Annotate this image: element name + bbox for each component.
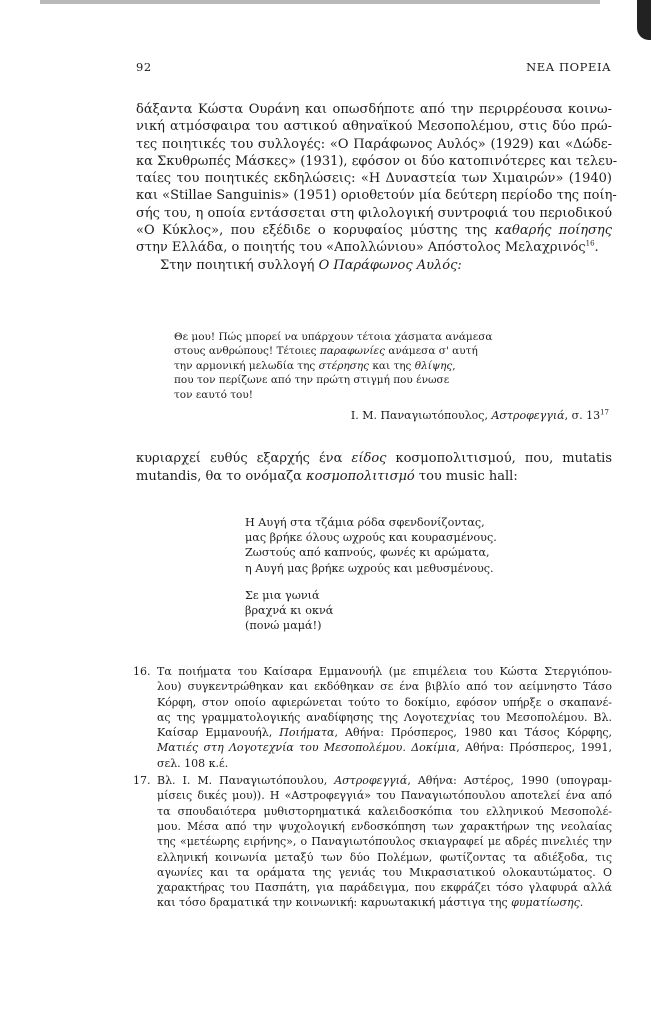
footnote-number: 17.	[133, 774, 151, 788]
poem-stanza-1	[245, 515, 497, 576]
poem-line: η Αυγή μας βρήκε ωχρούς και μεθυσμένους.	[245, 561, 494, 575]
footnote-line: σελ. 108 κ.έ.	[157, 756, 229, 770]
italic-text: θλίψης	[414, 359, 453, 372]
footnote-line: τα σπουδαιότερα μυθιστορηματικά καλειδοσκόπια του ελληνικού Μεσοπολέ-	[157, 804, 612, 818]
poem-excerpt	[245, 515, 497, 633]
text-run: και τόσο δραματικά την κοινωνική: καρυωτακική μάστιγα της	[157, 896, 512, 910]
footnote-ref-17[interactable]: 17	[600, 408, 609, 417]
page-corner-shadow	[637, 0, 651, 40]
text-run: , Αθήνα: Πρόσπερος, 1980 και Τάσος Κόρφης,	[334, 726, 612, 740]
page-top-edge	[40, 0, 600, 4]
footnote-line: Κόρφη, στον οποίο αφιερώνεται τούτο το δοκίμιο, εφόσον υπήρξε ο σκαπανέ-	[157, 695, 612, 709]
text-run: στην Ελλάδα, ο ποιητής του «Απολλώνιου» Απόστολος Μελαχρινός	[136, 240, 586, 256]
text-line	[136, 222, 612, 239]
quote-line: τον εαυτό του!	[174, 388, 253, 401]
footnote-line: μίσεις δικές μου)). Η «Αστροφεγγιά» του Παναγιωτόπουλου αποτελεί ένα από	[157, 789, 612, 803]
text-run: κυριαρχεί ευθύς εξαρχής ένα	[136, 451, 352, 466]
footnote-17	[133, 773, 612, 911]
poem-line: βραχνά κι οκνά	[245, 604, 334, 618]
footnote-line: ελληνική κοινωνία μεταξύ των δύο Πολέμων, φωτίζοντας τα αδιέξοδα, τις	[157, 850, 612, 864]
text-run: «Ο Κύκλος», που εξέδιδε ο κορυφαίος μύστης της	[136, 223, 495, 239]
footnote-line: ας της γραμματολογικής αναδίφησης της Λογοτεχνίας του Μεσοπολέμου. Βλ.	[157, 710, 612, 724]
footnote-line: αγωνίες και τα οράματα της γενιάς του Μικρασιατικού ολοκαυτώματος. Ο	[157, 865, 612, 879]
footnote-16	[133, 664, 612, 771]
text-run: ανάμεσα σ' αυτή	[385, 345, 478, 358]
footnote-number: 16.	[133, 665, 151, 678]
poem-line: μας βρήκε όλους ωχρούς και κουρασμένους.	[245, 531, 497, 545]
text-run: την αρμονική μελωδία της	[174, 359, 319, 372]
italic-text: στέρησης	[318, 359, 370, 372]
footnote-line: χαρακτήρας του Πασπάτη, για παράδειγμα, που εκφράζει τόσο γλαφυρά αλλά	[157, 881, 612, 895]
italic-text: καθαρής ποίησης	[494, 223, 612, 239]
text-line	[136, 468, 612, 486]
citation-title: Αστροφεγγιά	[491, 409, 565, 422]
text-run: Καίσαρ Εμμανουήλ,	[157, 726, 280, 740]
block-quote	[174, 330, 492, 402]
text-run: , Αθήνα: Αστέρος, 1990 (υπογραμ-	[407, 774, 612, 788]
text-line	[136, 257, 612, 274]
text-run: και της	[369, 359, 415, 372]
text-line	[136, 239, 612, 256]
italic-text: παραφωνίες	[319, 345, 386, 358]
italic-text: φυματίωσης	[511, 896, 580, 910]
text-run: του music hall:	[414, 469, 518, 484]
text-run: Στην ποιητική συλλογή	[160, 257, 319, 273]
paragraph-2	[136, 450, 612, 486]
footnote-line: Τα ποιήματα του Καίσαρα Εμμανουήλ (με επιμέλεια του Κώστα Στεργιόπου-	[157, 665, 612, 678]
paragraph-1	[136, 101, 618, 274]
italic-text: Ο Παράφωνος Αυλός:	[318, 257, 462, 273]
text-line: σής του, η οποία εντάσσεται στη φιλολογική συντροφιά του περιοδικού	[136, 205, 612, 221]
footnotes	[133, 664, 612, 911]
text-line: νική ατμόσφαιρα του αστικού αθηναϊκού Μεσοπολέμου, στις δύο πρώ-	[136, 119, 612, 135]
text-line: τες ποιητικές του συλλογές: «Ο Παράφωνος Αυλός» (1929) και «Δώδε-	[136, 136, 612, 152]
text-line: και «Stillae Sanguinis» (1951) οριοθετούν μία δεύτερη περίοδο της ποίη-	[136, 188, 617, 204]
footnote-line	[157, 725, 612, 740]
footnote-line	[157, 740, 612, 755]
text-run: κοσμοπολιτισμού, που, mutatis	[386, 451, 612, 466]
citation-author: Ι. Μ. Παναγιωτόπουλος,	[350, 409, 492, 422]
footnote-line	[157, 895, 612, 910]
footnote-line	[157, 773, 612, 788]
text-run: .	[594, 240, 599, 256]
footnote-line: της «μετέωρης ειρήνης», ο Παναγιωτόπουλος σκιαγραφεί με αδρές πινελιές την	[157, 835, 612, 849]
quote-line: που τον περίζωνε από την πρώτη στιγμή που ένωσε	[174, 374, 450, 387]
italic-text: είδος	[351, 451, 387, 466]
italic-text: Ποιήματα	[279, 726, 335, 740]
poem-line: Η Αυγή στα τζάμια ρόδα σφενδονίζοντας,	[245, 516, 485, 529]
text-run: ,	[452, 359, 456, 372]
text-run: , Αθήνα: Πρόσπερος, 1991,	[456, 741, 612, 755]
running-title: ΝΕΑ ΠΟΡΕΙΑ	[526, 60, 611, 74]
footnote-ref-16[interactable]: 16	[585, 240, 595, 249]
italic-text: κοσμοπολιτισμό	[306, 469, 415, 484]
footnote-line: λου) συγκεντρώθηκαν και εκδόθηκαν σε ένα βιβλίο από τον αείμνηστο Τάσο	[157, 680, 612, 694]
quote-line	[174, 344, 492, 358]
text-line: ταίες του ποιητικές εκδηλώσεις: «Η Δυναστεία των Χιμαιρών» (1940)	[136, 171, 612, 187]
text-run: στους ανθρώπους! Τέτοιες	[174, 345, 320, 358]
quote-line	[174, 359, 492, 373]
text-line	[136, 450, 612, 468]
quote-line: Θε μου! Πώς μπορεί να υπάρχουν τέτοια χάσματα ανάμεσα	[174, 331, 493, 343]
italic-text: Ματιές στη Λογοτεχνία του Μεσοπολέμου. Δοκίμια	[157, 741, 457, 755]
text-line: δάξαντα Κώστα Ουράνη και οπωσδήποτε από την περιρρέουσα κοινω-	[136, 102, 612, 117]
poem-line: Σε μια γωνιά	[245, 588, 320, 602]
citation-page: , σ. 13	[564, 409, 601, 422]
poem-stanza-2	[245, 588, 497, 634]
quote-citation	[351, 409, 609, 422]
text-line: κα Σκυθρωπές Μάσκες» (1931), εφόσον οι δύο κατοπινότερες και τελευ-	[136, 153, 618, 169]
page-number: 92	[136, 60, 152, 74]
text-run: mutandis, θα το ονόμαζα	[136, 469, 307, 484]
text-run: .	[579, 896, 584, 910]
poem-line: Ζωστούς από καπνούς, φωνές κι αρώματα,	[245, 546, 490, 560]
footnote-line: μου. Μέσα από την ψυχολογική ενδοσκόπηση των χαρακτήρων της νεολαίας	[157, 819, 612, 833]
text-run: Βλ. Ι. Μ. Παναγιωτόπουλου,	[157, 774, 335, 788]
italic-text: Αστροφεγγιά	[334, 774, 408, 788]
poem-line: (πονώ μαμά!)	[245, 619, 322, 633]
